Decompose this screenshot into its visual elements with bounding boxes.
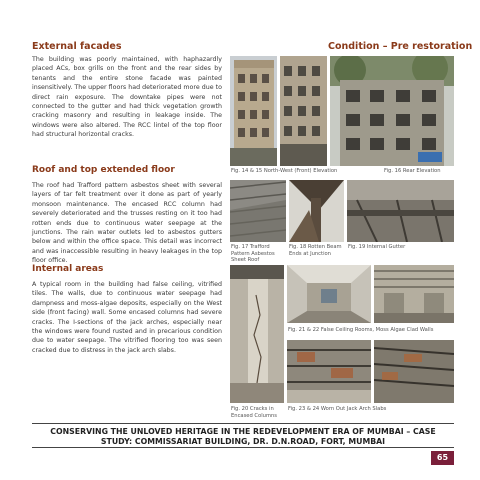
photo-false-ceiling-room-2 [374,265,454,323]
caption-fig23-24: Fig. 23 & 24 Worn Out Jack Arch Slabs [288,406,387,412]
roof-paragraph: The roof had Trafford pattern asbestos sheet with several layers of tar felt treatment over it done as part of yearly monsoon maintenance. The encased RCC column had severely deteriorated and the trusses resting on it too had rotten ends due to continuous water seepage at the junctions. The rain water outlets led to asbestos gutters below and within the office space. This detail was incorrect and was inaccessible resulting in heavy leakages in the top floor office. [32,182,222,265]
photo-rotten-beam [289,180,344,242]
caption-fig17: Fig. 17 Trafford Pattern Asbestos Sheet Roof [231,244,275,264]
caption-fig16: Fig. 16 Rear Elevation [384,168,441,174]
photo-front-elevation-2 [280,56,327,166]
section-heading-roof: Roof and top extended floor [32,165,175,175]
caption-fig21-22: Fig. 21 & 22 False Ceiling Rooms, Moss Algae Clad Walls [288,327,434,333]
photo-jack-arch-slab-2 [374,340,454,403]
footer-title-line2: STUDY: COMMISSARIAT BUILDING, DR. D.N.ROAD, FORT, MUMBAI [100,437,386,446]
footer-title-line1: CONSERVING THE UNLOVED HERITAGE IN THE REDEVELOPMENT ERA OF MUMBAI – CASE [50,427,436,436]
internal-paragraph: A typical room in the building had false ceiling, vitrified tiles. The walls, due to continuous water seepage had dampness and moss-algae deposits, especially on the West side (front facing) wall. Some encased columns had severe cracks. The I-sections of the jack arches, especially near the windows were found rusted and in precarious condition due to water seepage. The vitrified flooring too was seen cracked due to distress in the jack arch slabs. [32,281,222,354]
footer-title [32,427,454,447]
caption-fig19: Fig. 19 Internal Gutter [348,244,406,250]
photo-encased-column [230,265,284,403]
photo-front-elevation-1 [230,56,277,166]
section-heading-internal: Internal areas [32,264,104,274]
facades-paragraph: The building was poorly maintained, with haphazardly placed ACs, box grills on the front and the rear sides by tenants and the entire stone facade was painted insensitively. The upper floors had deteriorated more due to direct rain exposure. The downtake pipes were not connected to the gutter and had thick vegetation growth cracking masonry and resulting in leakage inside. The windows were also altered. The RCC lintel of the top floor had structural horizontal cracks. [32,56,222,139]
photo-jack-arch-slab-1 [287,340,371,403]
footer-rule-bottom [32,447,454,448]
page-subtitle-condition: Condition – Pre restoration [328,41,473,52]
caption-fig18: Fig. 18 Rotten Beam Ends at Junction [289,244,342,257]
caption-fig20: Fig. 20 Cracks in Encased Columns [231,406,278,419]
footer-rule-top [32,423,454,424]
photo-asbestos-roof [230,180,286,242]
caption-fig14-15: Fig. 14 & 15 North-West (Front) Elevation [231,168,338,174]
photo-false-ceiling-room-1 [287,265,371,323]
page-number: 65 [431,451,454,465]
photo-internal-gutter [347,180,454,242]
photo-rear-elevation [330,56,454,166]
section-heading-external-facades: External facades [32,41,122,52]
